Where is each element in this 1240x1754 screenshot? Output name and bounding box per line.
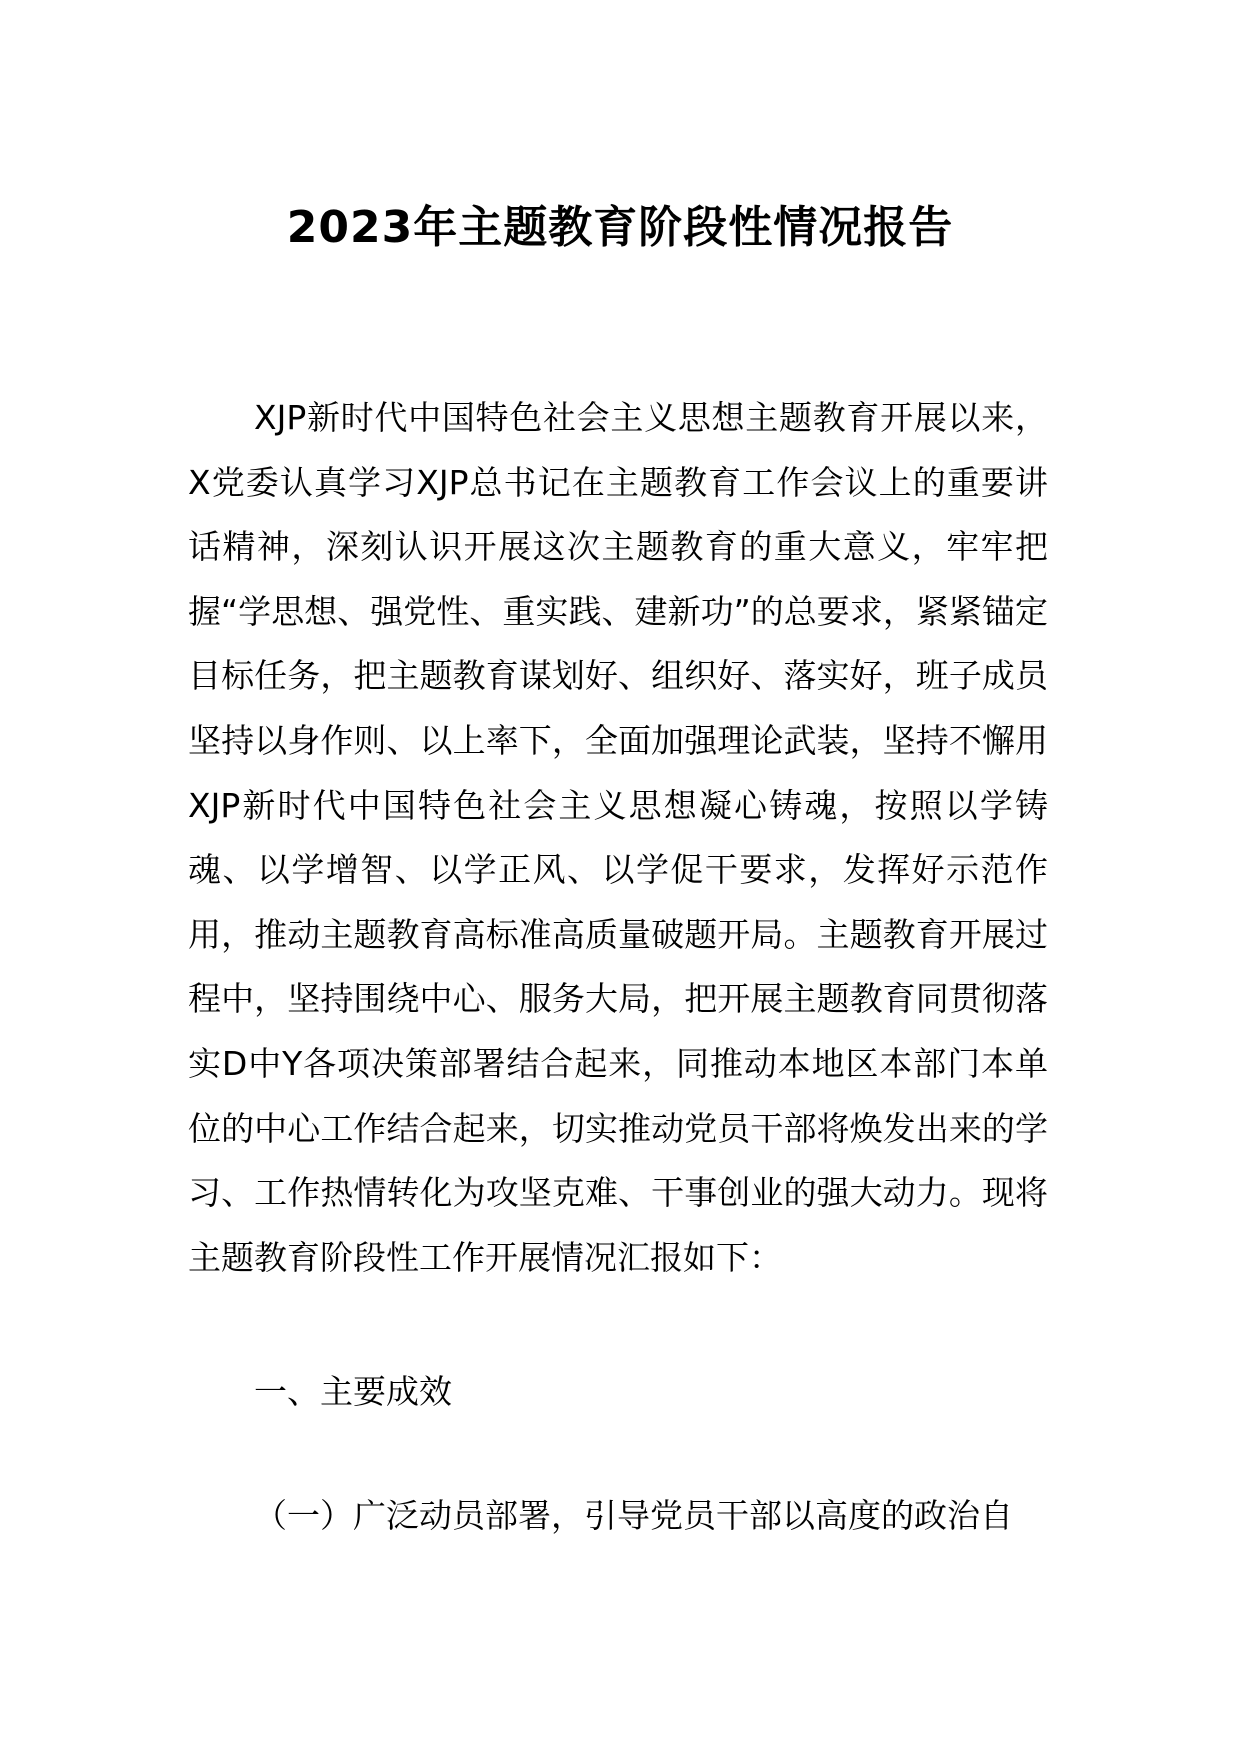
subsection-heading: （一）广泛动员部署，引导党员干部以高度的政治自 <box>254 1496 1013 1535</box>
section-heading: 一、主要成效 <box>254 1372 452 1411</box>
intro-paragraph: XJP新时代中国特色社会主义思想主题教育开展以来，X党委认真学习XJP总书记在主题教育工作会议上的重要讲话精神，深刻认识开展这次主题教育的重大意义，牢牢把握“学思想、强党性、重实践、建新功”的总要求，紧紧锚定目标任务，把主题教育谋划好、组织好、落实好，班子成员坚持以身作则、以上率下，全面加强理论武装，坚持不懈用XJP新时代中国特色社会主义思想凝心铸魂，按照以学铸魂、以学增智、以学正风、以学促干要求，发挥好示范作用，推动主题教育高标准高质量破题开局。主题教育开展过程中，坚持围绕中心、服务大局，把开展主题教育同贯彻落实D中Y各项决策部署结合起来，同推动本地区本部门本单位的中心工作结合起来，切实推动党员干部将焕发出来的学习、工作热情转化为攻坚克难、干事创业的强大动力。现将主题教育阶段性工作开展情况汇报如下： <box>188 398 1048 1277</box>
document-title: 2023年主题教育阶段性情况报告 <box>286 202 954 253</box>
